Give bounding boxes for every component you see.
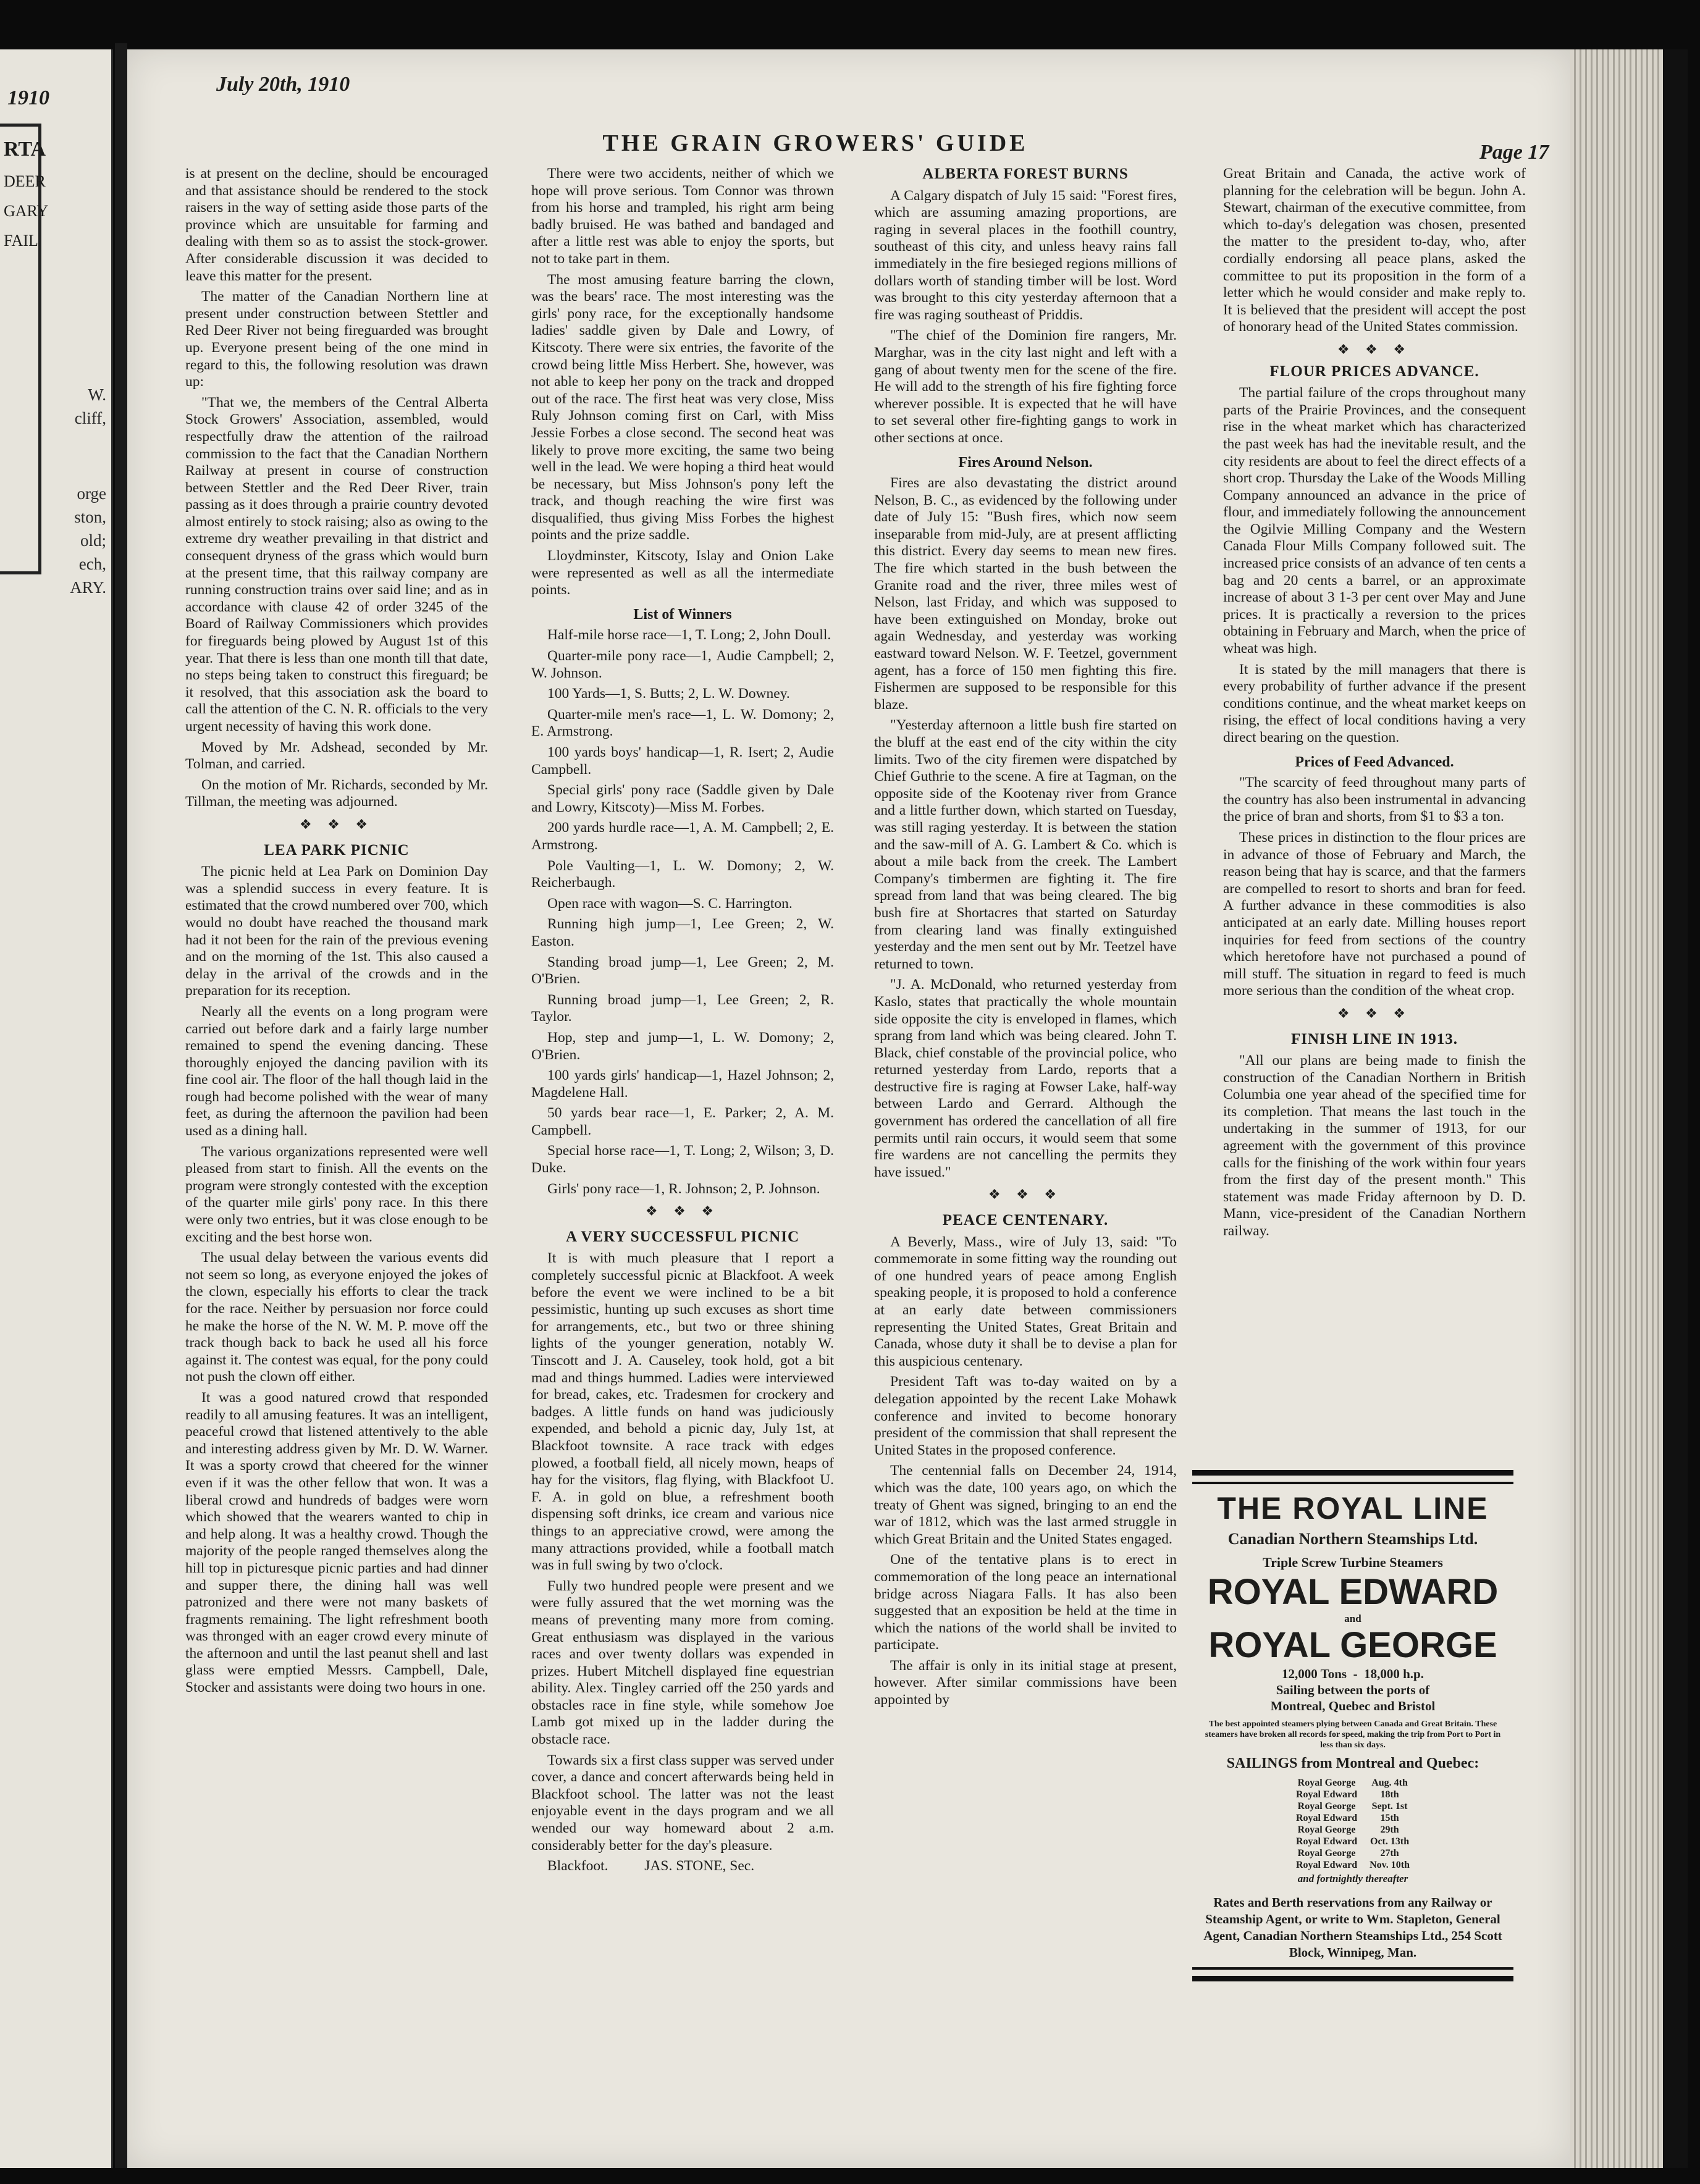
winner-item: Standing broad jump—1, Lee Green; 2, M. O'Brien.	[531, 954, 834, 988]
subheading: Fires Around Nelson.	[958, 454, 1093, 471]
article-heading: A VERY SUCCESSFUL PICNIC	[565, 1228, 800, 1245]
paragraph: On the motion of Mr. Richards, seconded by Mr. Tillman, the meeting was adjourned.	[185, 776, 488, 810]
article-heading: LEA PARK PICNIC	[264, 841, 410, 859]
paragraph: The most amusing feature barring the clown, was the bears' race. The most interesting was the girls' pony race, for the exceptionally handsome ladies' saddle given by Dale and Lowry, of Kitscoty. There were six entries, the favorite of the crowd being little Miss Herbert. She, however, was not able to keep her pony on the track and dropped out of the race. The first heat was very close, Miss Ruly Johnson coming first on Carl, with Miss Jessie Forbes a close second. The second heat was likely to prove more exciting, the same two being well in the lead. We were hoping a third heat would be necessary, but Miss Johnson's pony left the track, and though reaching the wire first was disqualified, thus giving Miss Forbes the highest points and the prize saddle.	[531, 271, 834, 544]
sailing-date: Aug. 4th	[1371, 1778, 1408, 1788]
winner-item: Half-mile horse race—1, T. Long; 2, John Doull.	[547, 627, 831, 644]
paragraph: The centennial falls on December 24, 1914, which was the date, 100 years ago, on which the treaty of Ghent was signed, bringing to an end the war of 1812, which was the last armed struggle in which Great Britain and the United States engaged.	[874, 1463, 1177, 1547]
ad-and: and	[1344, 1613, 1361, 1624]
signoff: Blackfoot. JAS. STONE, Sec.	[547, 1858, 755, 1875]
sailing-row	[1290, 1789, 1416, 1800]
royal-line-advertisement	[1192, 1470, 1513, 2072]
ornament: ❖ ❖ ❖	[1337, 1005, 1412, 1021]
winners-list	[531, 627, 834, 1198]
ad-sailing: Sailing between the ports of	[1276, 1682, 1430, 1697]
column-1	[185, 166, 488, 1700]
winner-item: Special horse race—1, T. Long; 2, Wilson; 3, D. Duke.	[531, 1143, 834, 1177]
paragraph: Great Britain and Canada, the active work of planning for the celebration will be begun. John A. Stewart, chairman of the executive committee, from which to-day's delegation was chosen, presented the matter to the president to-day, who, after cordially endorsing all peace plans, asked the committee to put its proposition in the form of a letter which he would consider and make reply to. It is believed that the president will accept the post of honorary head of the United States commission.	[1223, 166, 1526, 335]
left-page-number: 1910	[7, 86, 49, 109]
winner-item: 100 Yards—1, S. Butts; 2, L. W. Downey.	[547, 686, 790, 702]
paragraph: President Taft was to-day waited on by a delegation appointed by the recent Lake Mohawk conference and invited to become honorary president of the commission that shall represent the United States in the proposed conference.	[874, 1374, 1177, 1458]
paragraph: The picnic held at Lea Park on Dominion Day was a splendid success in every feature. It is estimated that the crowd numbered over 700, which would no doubt have reached the thousand mark had it not been for the rain of the previous evening and on the morning of the 1st. This also caused a delay in the arrival of the crowds and in the preparation for its reception.	[185, 863, 488, 999]
paragraph: These prices in distinction to the flour prices are in advance of those of February and March, the reason being that hay is scarce, and that the farmers are compelled to resort to shorts and bran for feed. A further advance in these commodities is also anticipated at an early date. Milling houses report inquiries for feed from sections of the country which heretofore have not purchased a pound of mill stuff. The situation in regard to feed is much more serious than the condition of the wheat crop.	[1223, 829, 1526, 999]
paragraph: It is stated by the mill managers that there is every probability of further advance if the present conditions continue, and the wheat market keeps on rising, the effect of local conditions having a very direct bearing on the question.	[1223, 661, 1526, 746]
sailing-date: Nov. 10th	[1370, 1860, 1410, 1870]
sailings-table	[1290, 1777, 1416, 1871]
paragraph: Nearly all the events on a long program were carried out before dark and a fairly large number remained to spend the evening dancing. These thoroughly enjoyed the dancing pavilion with its fine cool air. The floor of the hall though laid in the rough had become polished with the wear of many feet, as during the afternoon the pavilion had been used as a dining hall.	[185, 1003, 488, 1140]
sailing-row	[1290, 1836, 1416, 1847]
ad-fortnight: and fortnightly thereafter	[1297, 1873, 1408, 1884]
header-date: July 20th, 1910	[216, 73, 350, 96]
box-line: RTA	[4, 138, 46, 161]
left-page-fragment	[0, 49, 113, 2168]
column-2	[531, 166, 834, 1879]
winner-item: Pole Vaulting—1, L. W. Domony; 2, W. Reicherbaugh.	[531, 857, 834, 891]
ad-rule	[1192, 1482, 1513, 1484]
box-line: FAIL	[4, 232, 38, 250]
sailing-ship: Royal George	[1297, 1848, 1356, 1858]
ad-specs: 12,000 Tons - 18,000 h.p.	[1282, 1666, 1424, 1681]
sailing-ship: Royal George	[1297, 1801, 1356, 1812]
left-fragment: old;	[80, 531, 106, 550]
paragraph: It was a good natured crowd that responded readily to all amusing features. It was an intelligent, peaceful crowd that listened attentively to the able and interesting address given by Mr. D. W. Warner. It was a sporty crowd that cheered for the winner even if it was the other fellow that won. It was a liberal crowd and hundreds of badges were worn which showed that the wearers wanted to chip in and help along. It was a healthy crowd. Though the majority of the people ranged themselves along the hill top in picturesque picnic parties and had dinner and supper there, the dining hall was well patronized and there were not many baskets of fragments remaining. The light refreshment booth was thronged with an eager crowd every minute of the afternoon and until the last peanut shell and last glass were emptied Messrs. Campbell, Dale, Stocker and assistants were doing two hours in one.	[185, 1389, 488, 1696]
paragraph: One of the tentative plans is to erect in commemoration of the long peace an international bridge across Niagara Falls. It has also been suggested that an exposition be held at the time in which the nations of the world shall be invited to participate.	[874, 1552, 1177, 1653]
paragraph: "All our plans are being made to finish the construction of the Canadian Northern in British Columbia one year ahead of the specified time for its completion. That means the last touch in the undertaking in the summer of 1913, for our agreement with the government of this province calls for the finishing of the work within four years from the first day of the present month." This statement was made Friday afternoon by D. D. Mann, vice-president of the Canadian Northern railway.	[1223, 1052, 1526, 1240]
sailing-date: 18th	[1380, 1789, 1399, 1800]
ad-ship-2: ROYAL GEORGE	[1208, 1625, 1497, 1665]
left-fragment: orge	[77, 484, 106, 503]
sailing-ship: Royal Edward	[1295, 1860, 1358, 1870]
sailing-date: 15th	[1380, 1813, 1399, 1823]
article-heading: FINISH LINE IN 1913.	[1290, 1030, 1458, 1048]
paragraph: There were two accidents, neither of which we hope will prove serious. Tom Connor was thrown from his horse and trampled, his right arm being badly bruised. He was bathed and bandaged and after a little rest was able to enjoy the sports, but not to take part in them.	[531, 166, 834, 267]
header-page-number: Page 17	[1479, 141, 1549, 164]
ad-title: THE ROYAL LINE	[1217, 1491, 1489, 1526]
winner-item: Special girls' pony race (Saddle given by Dale and Lowry, Kitscoty)—Miss M. Forbes.	[531, 782, 834, 815]
paragraph: Moved by Mr. Adshead, seconded by Mr. Tolman, and carried.	[185, 739, 488, 773]
page-edges	[1570, 49, 1688, 2168]
paragraph: Fully two hundred people were present and we were fully assured that the wet morning was the means of preventing many more from coming. Great enthusiasm was displayed in the various races and over twenty dollars was expended in prizes. Hubert Mitchell displayed fine equestrian ability. Alex. Tingley carried off the 250 yards and obstacles race in fine style, while somehow Joe Lamb got mixed up in the ladder during the obstacle race.	[531, 1577, 834, 1748]
book-spine	[115, 43, 127, 2168]
ad-rule	[1192, 1976, 1513, 1981]
paragraph: A Calgary dispatch of July 15 said: "Forest fires, which are assuming amazing proportions, are raging in several places in the foothill country, southeast of this city, and unless heavy rains fall immediately in the fire besieged regions millions of dollars worth of standing timber will be lost. Word was brought to this city yesterday afternoon that a fire was raging southeast of Priddis.	[874, 187, 1177, 323]
paragraph: The matter of the Canadian Northern line at present under construction between Stettler and Red Deer River not being fireguarded was brought up. Everyone present being of the one mind in regard to this, the following resolution was drawn up:	[185, 288, 488, 390]
winner-item: 100 yards girls' handicap—1, Hazel Johnson; 2, Magdelene Hall.	[531, 1067, 834, 1101]
paragraph: Towards six a first class supper was served under cover, a dance and concert afterwards being held in Blackfoot school. The latter was not the least enjoyable event in the days program and we all wended our way homeward about 2 a.m. considerably better for the day's pleasure.	[531, 1752, 834, 1854]
ad-ship-1: ROYAL EDWARD	[1207, 1572, 1499, 1612]
winner-item: 100 yards boys' handicap—1, R. Isert; 2, Audie Campbell.	[531, 744, 834, 778]
left-fragment: ech,	[78, 555, 106, 573]
box-line: DEER	[4, 172, 46, 190]
ad-fine-print: The best appointed steamers plying between Canada and Great Britain. These steamers have broken all records for speed, making the trip from Port to Port in less than six days.	[1205, 1720, 1501, 1750]
left-fragment: W.	[88, 385, 106, 404]
sailing-date: Oct. 13th	[1370, 1836, 1410, 1847]
ad-company: Canadian Northern Steamships Ltd.	[1227, 1530, 1478, 1548]
winner-item: 200 yards hurdle race—1, A. M. Campbell; 2, E. Armstrong.	[531, 820, 834, 853]
sailing-ship: Royal Edward	[1295, 1789, 1358, 1800]
sailing-ship: Royal Edward	[1295, 1836, 1358, 1847]
paragraph: The affair is only in its initial stage at present, however. After similar commissions have been appointed by	[874, 1657, 1177, 1708]
left-fragment: ston,	[74, 508, 106, 526]
paragraph: The partial failure of the crops throughout many parts of the Prairie Provinces, and the consequent rise in the wheat market which has characterized the past week has had the inevitable result, and the city residents are about to feel the direct effects of a short crop. Thursday the Lake of the Woods Milling Company announced an advance in the price of flour, and immediately following the announcement the Ogilvie Milling Company and the Western Canada Flour Mills Company followed suit. The increased price consists of an advance of ten cents a bag and 20 cents a barrel, or an approximate increase of about 3 1-3 per cent over May and June prices. It is practically a reversion to the prices obtaining in February and March, when the price of wheat was high.	[1223, 385, 1526, 657]
left-page-ad-box	[0, 124, 49, 574]
sailing-date: Sept. 1st	[1371, 1801, 1408, 1812]
ad-rule	[1192, 1967, 1513, 1970]
subheading: Prices of Feed Advanced.	[1295, 754, 1454, 770]
sailing-date: 29th	[1380, 1825, 1399, 1835]
paragraph: The usual delay between the various events did not seem so long, as everyone enjoyed the jokes of the clown, especially his efforts to clear the track for the race. Neither by persuasion nor force could he make the horse of the N. W. M. P. move off the track though back to back he used all his force against it. The contest was equal, for the pony could not push the clown off either.	[185, 1250, 488, 1385]
paragraph: "J. A. McDonald, who returned yesterday from Kaslo, states that practically the whole mountain side opposite the city is enveloped in flames, which sprang from land which was being cleared. John T. Black, chief constable of the provincial police, who returned yesterday from Lardo, reports that a destructive fire is raging at Fowser Lake, half-way between Lardo and Gerrard. Although the government has ordered the cancellation of all fire permits until rain occurs, it would seem that some fire wardens are not cancelling the permits they have issued."	[874, 976, 1177, 1180]
paragraph: Lloydminster, Kitscoty, Islay and Onion Lake were represented as well as all the intermediate points.	[531, 548, 834, 598]
sailing-ship: Royal George	[1297, 1825, 1356, 1835]
sailing-ship: Royal George	[1297, 1778, 1356, 1788]
box-line: GARY	[4, 202, 49, 220]
winner-item: 50 yards bear race—1, E. Parker; 2, A. M. Campbell.	[531, 1105, 834, 1138]
winner-item: Open race with wagon—S. C. Harrington.	[547, 895, 793, 912]
paragraph: A Beverly, Mass., wire of July 13, said: "To commemorate in some fitting way the rounding out of one hundred years of peace among English speaking people, it is proposed to hold a conference at an early date between commissioners representing the United States, Great Britain and Canada, whose duty it shall be to devise a plan for this auspicious centenary.	[874, 1233, 1177, 1369]
sailing-row	[1290, 1777, 1416, 1789]
winner-item: Hop, step and jump—1, L. W. Domony; 2, O'Brien.	[531, 1029, 834, 1063]
column-4	[1223, 166, 1526, 1244]
winner-item: Girls' pony race—1, R. Johnson; 2, P. Johnson.	[547, 1180, 820, 1197]
winner-item: Running high jump—1, Lee Green; 2, W. Easton.	[531, 916, 834, 949]
sailing-row	[1290, 1824, 1416, 1836]
sailing-row	[1290, 1847, 1416, 1859]
ornament: ❖ ❖ ❖	[988, 1186, 1063, 1203]
masthead-title: THE GRAIN GROWERS' GUIDE	[602, 130, 1029, 156]
winner-item: Quarter-mile pony race—1, Audie Campbell; 2, W. Johnson.	[531, 648, 834, 681]
paragraph: The various organizations represented were well pleased from start to finish. All the events on the program were strongly contested with the exception of the quarter mile girls' pony race. In this there were only two entries, but it was close enough to be exciting and the best horse won.	[185, 1143, 488, 1245]
sailing-ship: Royal Edward	[1295, 1813, 1358, 1823]
ad-steamers: Triple Screw Turbine Steamers	[1263, 1555, 1443, 1570]
paragraph: is at present on the decline, should be encouraged and that assistance should be rendered to the stock raisers in the way of setting aside those parts of the province which are unsuitable for farming and dealing with them so as to assist the stock-grower. After considerable discussion it was decided to leave this matter for the present.	[185, 166, 488, 284]
ad-ports: Montreal, Quebec and Bristol	[1270, 1699, 1436, 1713]
winner-item: Quarter-mile men's race—1, L. W. Domony; 2, E. Armstrong.	[531, 706, 834, 740]
paragraph: "Yesterday afternoon a little bush fire started on the bluff at the east end of the city within the city limits. Two of the city firemen were dispatched by Chief Guthrie to the scene. A fire at Tagman, on the opposite side of the Kootenay river from Grance and a little further down, which started on Tuesday, was still raging yesterday. It is between the station and the saw-mill of A. G. Lambert & Co. which is about a mile back from the creek. The Lambert Company's timbermen are fighting it. The fire spread from land that was being cleared. The big bush fire at Shortacres that started on Saturday from clearing land was finally extinguished yesterday and the men sent out by Mr. Teetzel have returned to town.	[874, 717, 1177, 972]
paragraph: It is with much pleasure that I report a completely successful picnic at Blackfoot. A week before the event we were inclined to be a bit pessimistic, hunting up such excuses as short time for arrangements, etc., but two or three shining lights of the younger generation, notably W. Tinscott and J. A. Causeley, took hold, got a bit mad and things hummed. Ladies were interviewed for bread, cakes, etc. Tradesmen for crockery and badges. A little funds on hand was judiciously expended, and behold a picnic day, July 1st, at Blackfoot townsite. A race track with edges plowed, a football field, all nicely mown, heaps of hay for the visitors, flag flying, with Blackfoot U. F. A. in gold on blue, a refreshment booth dispensing soft drinks, ice cream and various nice things to an appreciative crowd, were among the many attractions provided, while a football match was in full swing by two o'clock.	[531, 1250, 834, 1574]
ad-footer: Rates and Berth reservations from any Railway or Steamship Agent, or write to Wm. Stapleton, General Agent, Canadian Northern Steamships Ltd., 254 Scott Block, Winnipeg, Man.	[1203, 1895, 1502, 1960]
column-3	[874, 166, 1177, 1713]
article-heading: ALBERTA FOREST BURNS	[922, 166, 1129, 182]
left-fragment: ARY.	[70, 578, 106, 597]
winner-item: Running broad jump—1, Lee Green; 2, R. Taylor.	[531, 991, 834, 1025]
ornament: ❖ ❖ ❖	[1337, 341, 1412, 357]
sailing-date: 27th	[1380, 1848, 1399, 1858]
ad-sailings-title: SAILINGS from Montreal and Quebec:	[1226, 1755, 1479, 1771]
sailing-row	[1290, 1800, 1416, 1812]
ornament: ❖ ❖ ❖	[645, 1203, 720, 1219]
article-heading: FLOUR PRICES ADVANCE.	[1269, 363, 1479, 380]
sailing-row	[1290, 1812, 1416, 1824]
ad-rule	[1192, 1470, 1513, 1476]
ornament: ❖ ❖ ❖	[299, 816, 374, 832]
paragraph: Fires are also devastating the district around Nelson, B. C., as evidenced by the following under date of July 15: "Bush fires, which now seem inseparable from mid-July, are at present afflicting this district. Every day seems to mean new fires. The fire which started in the bush between the Granite road and the river, three miles west of Nelson, last Friday, and which was supposed to have been extinguished on Monday, broke out again Wednesday, and yesterday was working eastward toward Nelson. W. F. Teetzel, government agent, has a force of 150 men fighting this fire. Fishermen are supposed to be responsible for this blaze.	[874, 475, 1177, 713]
sailing-row	[1290, 1859, 1416, 1871]
paragraph: "That we, the members of the Central Alberta Stock Growers' Association, assembled, would respectfully draw the attention of the railroad commission to the fact that the Canadian Northern Railway at present in course of construction between Stettler and the Red Deer River, train passing as it does through a prairie country devoted almost entirely to stock raising; also as owing to the extreme dry weather prevailing in that district and consequent dryness of the grass which would burn at the present time, that this railway company are running construction trains over said line; and as in accordance with clause 42 of order 3245 of the Board of Railway Commissioners which provides for fireguards being plowed by August 1st of this year. That there is less than one month till that date, no steps being taken to construct this fireguard; be it resolved, that this association ask the board to call the attention of the C. N. R. officials to the very urgent necessity of having this work done.	[185, 394, 488, 734]
left-fragment: cliff,	[74, 409, 106, 427]
article-heading: PEACE CENTENARY.	[942, 1212, 1109, 1229]
winners-heading: List of Winners	[633, 606, 732, 623]
paragraph: "The chief of the Dominion fire rangers, Mr. Marghar, was in the city last night and left with a gang of about twenty men for the scene of the fire. He will add to the strength of his fire fighting force wherever possible. It is expected that he will have to set several other fire-fighting gangs to work in other sections at once.	[874, 327, 1177, 446]
paragraph: "The scarcity of feed throughout many parts of the country has also been instrumental in advancing the price of bran and shorts, from $1 to $3 a ton.	[1223, 775, 1526, 825]
